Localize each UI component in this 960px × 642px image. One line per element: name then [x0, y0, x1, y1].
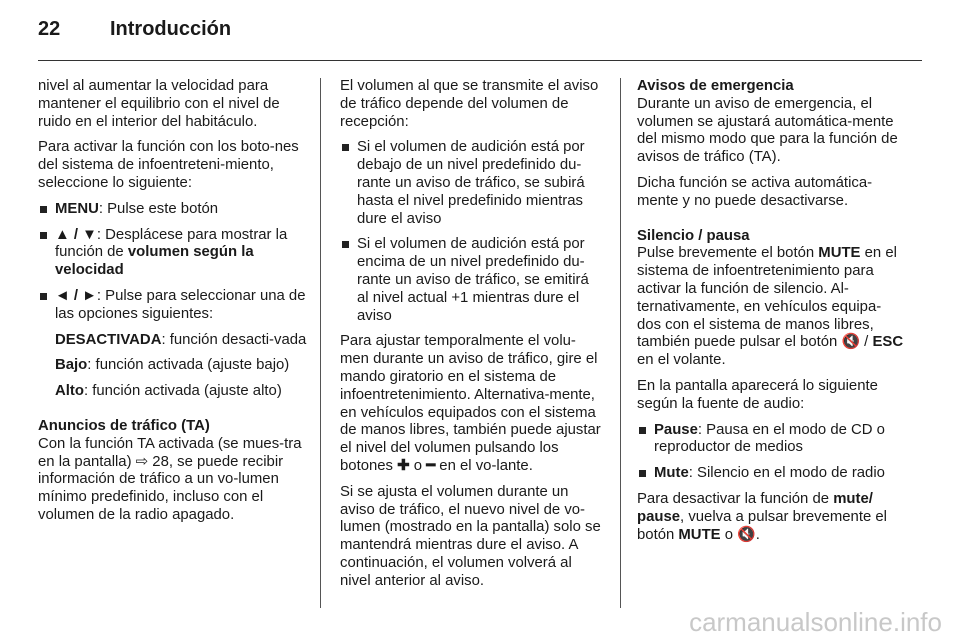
list-item: Pause: Pausa en el modo de CD o reproductor de medios: [637, 422, 905, 458]
column-3: [637, 78, 905, 552]
header-rule: [38, 60, 922, 61]
paragraph: Para desactivar la función de mute/ pause, vuelva a pulsar brevemente el botón MUTE o 🔇.: [637, 490, 887, 543]
bullet-icon: [342, 241, 349, 248]
option-item: Alto: función activada (ajuste alto): [55, 383, 282, 400]
page-title: Introducción: [110, 18, 232, 40]
list-item: Si el volumen de audición está por debajo de un nivel predefinido du-rante un aviso de tráfico, se subirá hasta el nivel predefinido mientras dure el aviso: [340, 139, 604, 228]
bullet-icon: [639, 470, 646, 477]
list-item: Mute: Silencio en el modo de radio: [637, 465, 905, 483]
bullet-icon: [40, 232, 47, 239]
bullet-icon: [40, 206, 47, 213]
section-heading: Avisos de emergencia: [637, 78, 794, 94]
option-item: DESACTIVADA: función desacti-vada: [55, 331, 307, 348]
paragraph: Si se ajusta el volumen durante un aviso de tráfico, el nuevo nivel de vo-lumen (mostrado en la pantalla) solo se mantendrá mientras dure el aviso. A continuación, el volumen volverá al nivel anterior al aviso.: [340, 483, 601, 589]
bullet-icon: [40, 293, 47, 300]
paragraph: Para activar la función con los boto-nes del sistema de infoentreteni-miento, seleccione lo siguiente:: [38, 139, 299, 191]
list-item: ◄ / ►: Pulse para seleccionar una de las opciones siguientes:: [38, 288, 310, 324]
paragraph: En la pantalla aparecerá lo siguiente según la fuente de audio:: [637, 377, 878, 412]
option-item: Bajo: función activada (ajuste bajo): [55, 357, 290, 374]
list-item: MENU: Pulse este botón: [38, 201, 310, 219]
mute-icon: 🔇: [841, 334, 861, 351]
bullet-icon: [639, 427, 646, 434]
column-divider: [320, 78, 321, 608]
paragraph: Con la función TA activada (se mues-tra en la pantalla) ⇨ 28, se puede recibir información de tráfico a un vo-lumen mínimo predefinido, incluso con el volumen de la radio apagado.: [38, 435, 302, 523]
list-item: Si el volumen de audición está por encima de un nivel predefinido du-rante un aviso de tráfico, se emitirá al nivel actual +1 mientras dure el aviso: [340, 236, 604, 325]
column-divider: [620, 78, 621, 608]
page-number: 22: [38, 18, 61, 40]
section-heading: Silencio / pausa: [637, 227, 750, 244]
minus-icon: ━: [426, 457, 436, 474]
paragraph: Para ajustar temporalmente el volu-men durante un aviso de tráfico, gire el mando giratorio en el sistema de infoentretenimiento. Alternativa-mente, en vehículos equipados con el sistema de manos libres, también puede ajustar el nivel del volumen pulsando los botones ✚ o ━ en el vo-lante.: [340, 333, 601, 474]
bullet-icon: [342, 144, 349, 151]
paragraph: Pulse brevemente el botón MUTE en el sistema de infoentretenimiento para activar la función de silencio. Al-ternativamente, en vehículos equipa-dos con el sistema de manos libres, también puede pulsar el botón 🔇 / ESC en el volante.: [637, 245, 904, 369]
page-header: [38, 18, 231, 41]
list-item: ▲ / ▼: Desplácese para mostrar la función de volumen según la velocidad: [38, 227, 310, 280]
column-2: [340, 78, 604, 599]
column-1: [38, 78, 310, 533]
paragraph: Durante un aviso de emergencia, el volumen se ajustará automática-mente del mismo modo que para la función de avisos de tráfico (TA).: [637, 95, 898, 166]
paragraph: Dicha función se activa automática-mente y no puede desactivarse.: [637, 174, 873, 209]
paragraph: nivel al aumentar la velocidad para mantener el equilibrio con el nivel de ruido en el interior del habitáculo.: [38, 78, 280, 130]
section-heading: Anuncios de tráfico (TA): [38, 417, 210, 434]
mute-icon: 🔇: [737, 526, 756, 543]
plus-icon: ✚: [397, 457, 410, 474]
paragraph: El volumen al que se transmite el aviso de tráfico depende del volumen de recepción:: [340, 78, 599, 130]
watermark: carmanualsonline.info: [689, 607, 942, 637]
